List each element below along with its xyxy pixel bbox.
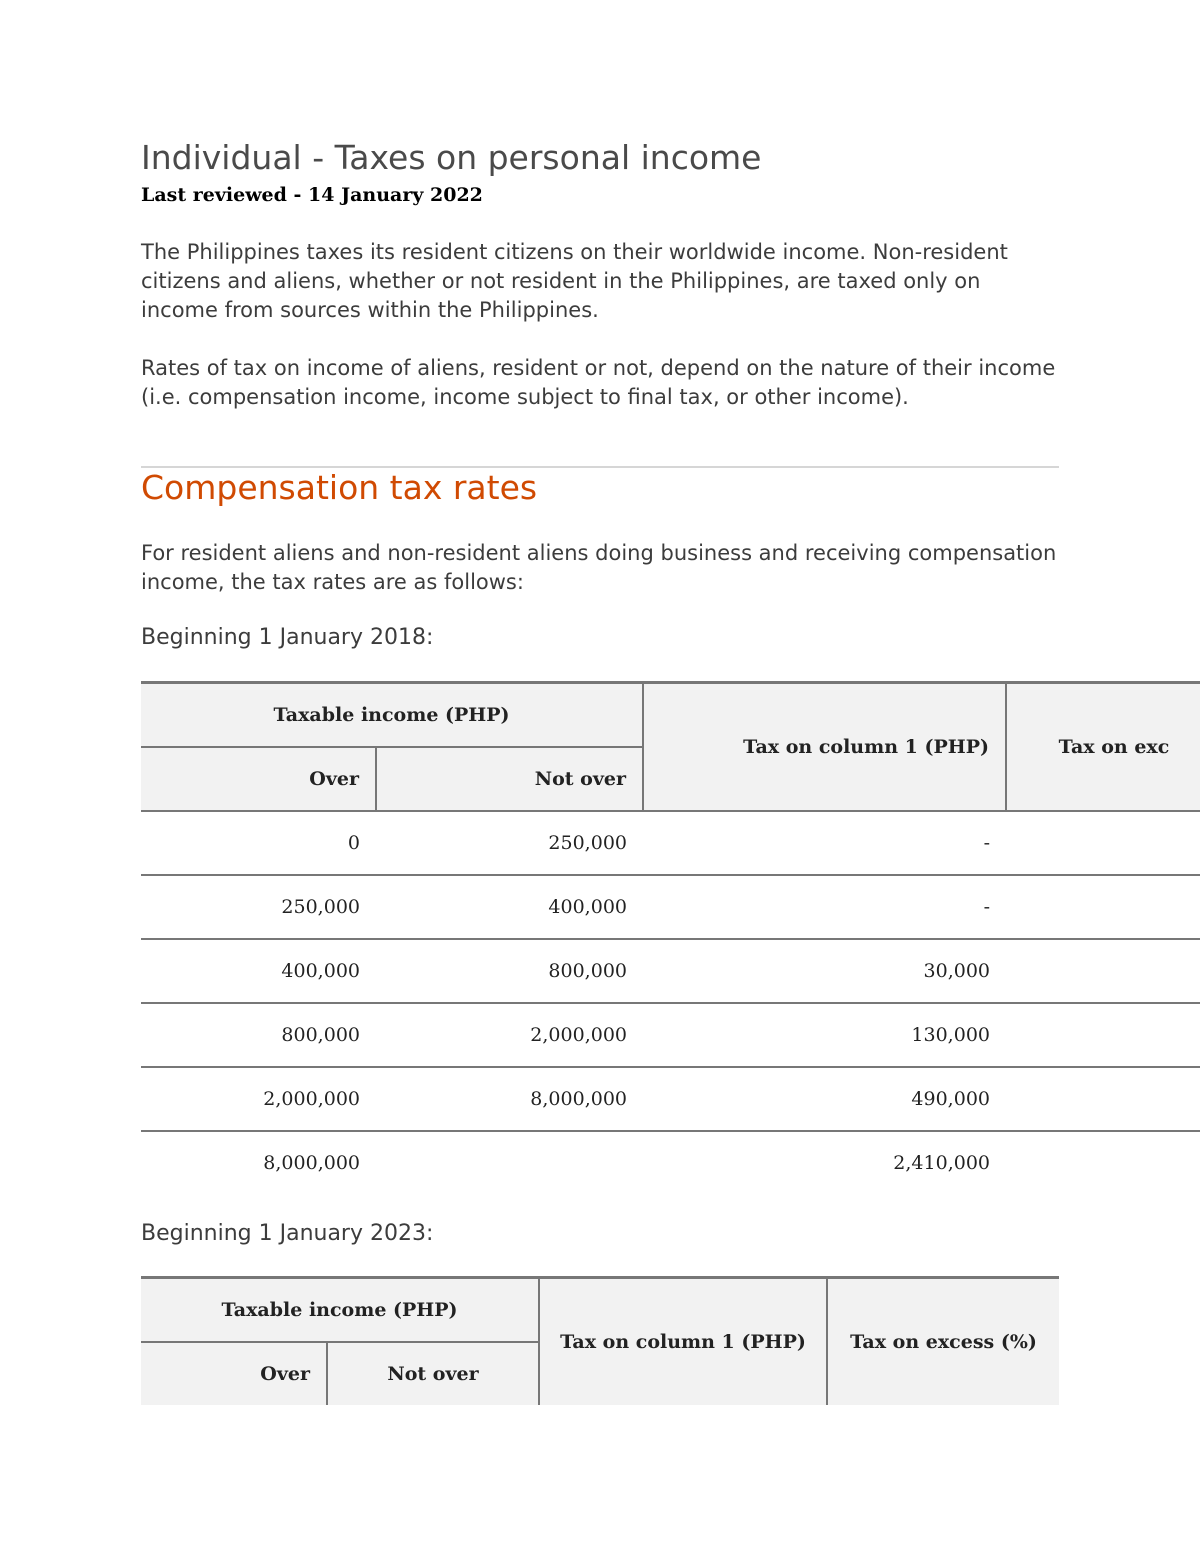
header-tax-on-column-1: Tax on column 1 (PHP) — [643, 683, 1006, 812]
tax-table-2018 — [141, 681, 1200, 1194]
header-over: Over — [141, 747, 376, 811]
table-row — [141, 1067, 1200, 1131]
intro-paragraph-1: The Philippines taxes its resident citizens on their worldwide income. Non-resident citizens and aliens, whether or not resident in the Philippines, are taxed only on income from sources within the Philippines. — [141, 240, 1008, 322]
tax-table-2023 — [141, 1276, 1059, 1405]
header-tax-on-excess: Tax on excess (%) — [827, 1278, 1059, 1406]
cell-excess — [1006, 1067, 1200, 1131]
header-tax-on-column-1: Tax on column 1 (PHP) — [539, 1278, 827, 1406]
cell-tax: 130,000 — [643, 1003, 1006, 1067]
table-row — [141, 1131, 1200, 1194]
header-not-over: Not over — [327, 1342, 539, 1405]
cell-tax: 30,000 — [643, 939, 1006, 1003]
cell-over: 8,000,000 — [263, 1152, 360, 1174]
cell-not-over: 250,000 — [376, 811, 643, 875]
cell-excess — [1006, 811, 1200, 875]
cell-not-over: 8,000,000 — [376, 1067, 643, 1131]
document-page — [141, 0, 1200, 1553]
page-title: Individual - Taxes on personal income — [141, 138, 762, 177]
header-taxable-income: Taxable income (PHP) — [141, 683, 643, 748]
cell-excess — [1006, 1003, 1200, 1067]
table-2018-caption: Beginning 1 January 2018: — [141, 625, 434, 650]
cell-over: 400,000 — [141, 939, 376, 1003]
cell-over: 250,000 — [141, 875, 376, 939]
cell-excess — [1006, 1131, 1200, 1194]
cell-tax: 2,410,000 — [893, 1152, 990, 1174]
table-row — [141, 939, 1200, 1003]
header-over: Over — [141, 1342, 327, 1405]
cell-not-over: 2,000,000 — [376, 1003, 643, 1067]
table-row — [141, 1003, 1200, 1067]
cell-tax: - — [643, 811, 1006, 875]
cell-excess — [1006, 939, 1200, 1003]
cell-not-over: 400,000 — [376, 875, 643, 939]
cell-not-over — [376, 1131, 643, 1194]
cell-excess — [1006, 875, 1200, 939]
header-taxable-income: Taxable income (PHP) — [141, 1278, 539, 1343]
table-row — [141, 875, 1200, 939]
table-2023-caption: Beginning 1 January 2023: — [141, 1221, 434, 1246]
cell-not-over: 800,000 — [376, 939, 643, 1003]
intro-paragraph-2: Rates of tax on income of aliens, resident or not, depend on the nature of their income (i.e. compensation income, income subject to final tax, or other income). — [141, 356, 1056, 409]
cell-tax: - — [643, 875, 1006, 939]
cell-tax: 490,000 — [643, 1067, 1006, 1131]
cell-over: 0 — [141, 811, 376, 875]
cell-over: 800,000 — [141, 1003, 376, 1067]
header-tax-on-excess: Tax on exc — [1006, 683, 1200, 812]
section-description: For resident aliens and non-resident aliens doing business and receiving compensation income, the tax rates are as follows: — [141, 541, 1057, 594]
cell-over: 2,000,000 — [141, 1067, 376, 1131]
section-heading: Compensation tax rates — [141, 468, 538, 507]
header-not-over: Not over — [376, 747, 643, 811]
table-row — [141, 811, 1200, 875]
last-reviewed-date: Last reviewed - 14 January 2022 — [141, 184, 483, 206]
